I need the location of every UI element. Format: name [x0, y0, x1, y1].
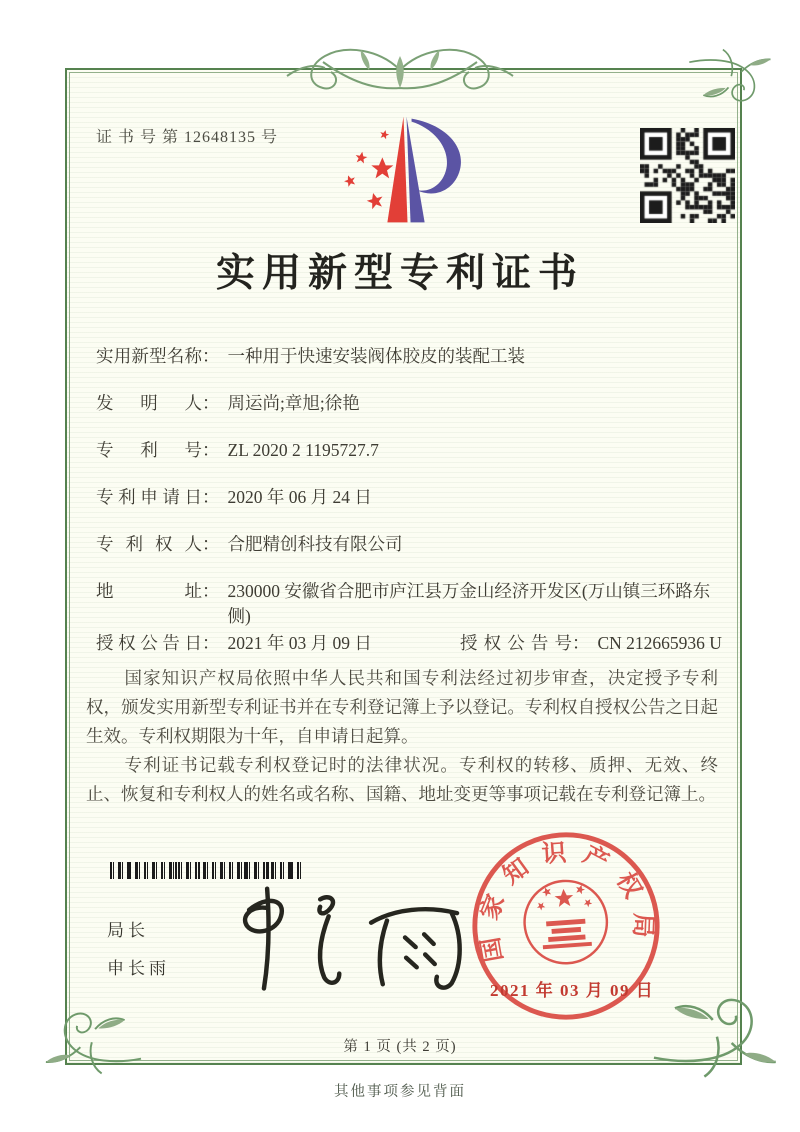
- field-label: 授权公告日: [96, 633, 202, 653]
- grant-number-pair: [460, 631, 722, 656]
- field-colon: ：: [202, 534, 220, 554]
- grant-row: [96, 631, 722, 656]
- director-title: 局长: [107, 921, 149, 940]
- field-label: 专利号: [96, 440, 202, 460]
- paragraph: 专利证书记载专利权登记时的法律状况。专利权的转移、质押、无效、终止、恢复和专利权人的姓名或名称、国籍、地址变更等事项记载在专利登记簿上。: [86, 755, 718, 804]
- seal-date: 2021 年 03 月 09 日: [490, 981, 655, 1000]
- national-emblem-icon: [534, 883, 597, 950]
- certificate-number: 证 书 号 第 12648135 号: [96, 129, 279, 146]
- field-value: 合肥精创科技有限公司: [227, 534, 403, 554]
- field-value: 230000 安徽省合肥市庐江县万金山经济开发区(万山镇三环路东侧): [227, 581, 711, 626]
- field-colon: ：: [202, 440, 220, 460]
- cnipa-logo-icon: [332, 108, 478, 232]
- star-icon: [371, 157, 393, 178]
- field-colon: ：: [202, 487, 220, 507]
- seal-text: 国家知识产权局: [474, 838, 657, 964]
- field-colon: ：: [202, 581, 220, 601]
- ornament-top-garland: [275, 36, 525, 104]
- signature-autograph-icon: [218, 876, 486, 998]
- field-label: 专利权人: [96, 534, 202, 554]
- field-row-patent-number: [96, 438, 379, 463]
- field-value: ZL 2020 2 1195727.7: [227, 440, 379, 460]
- legal-text: [86, 664, 718, 809]
- field-label: 发明人: [96, 393, 202, 413]
- grant-date-pair: [96, 633, 372, 653]
- qr-code: [640, 128, 735, 223]
- field-colon: ：: [572, 633, 590, 653]
- field-value: CN 212665936 U: [597, 633, 722, 653]
- field-label: 实用新型名称: [96, 346, 202, 366]
- star-icon: [343, 173, 358, 187]
- star-icon: [365, 191, 385, 210]
- page-number: 第 1 页 (共 2 页): [343, 1039, 457, 1055]
- star-icon: [379, 129, 390, 140]
- ornament-corner-top-right: [676, 44, 788, 114]
- field-row-inventors: [96, 391, 360, 416]
- field-colon: ：: [202, 346, 220, 366]
- field-value: 周运尚;章旭;徐艳: [227, 393, 360, 413]
- field-row-filing-date: [96, 485, 372, 510]
- director-name: 申长雨: [107, 959, 170, 978]
- field-label: 专利申请日: [96, 487, 202, 507]
- certificate-title: 实用新型专利证书: [215, 252, 584, 295]
- back-note: 其他事项参见背面: [334, 1084, 466, 1100]
- field-row-utility-model-name: [96, 344, 525, 369]
- field-value: 2021 年 03 月 09 日: [227, 633, 372, 653]
- paragraph: 国家知识产权局依照中华人民共和国专利法经过初步审查，决定授予专利权，颁发实用新型专利证书并在专利登记簿上予以登记。专利权自授权公告之日起生效。专利权期限为十年，自申请日起算。: [86, 668, 718, 746]
- field-colon: ：: [202, 393, 220, 413]
- field-value: 一种用于快速安装阀体胶皮的装配工装: [227, 346, 525, 366]
- field-label: 授权公告号: [460, 633, 572, 653]
- field-row-patentee: [96, 532, 403, 557]
- field-label: 地址: [96, 581, 202, 601]
- field-colon: ：: [202, 633, 220, 653]
- field-row-address: [96, 579, 728, 629]
- field-value: 2020 年 06 月 24 日: [227, 487, 372, 507]
- star-icon: [354, 151, 368, 164]
